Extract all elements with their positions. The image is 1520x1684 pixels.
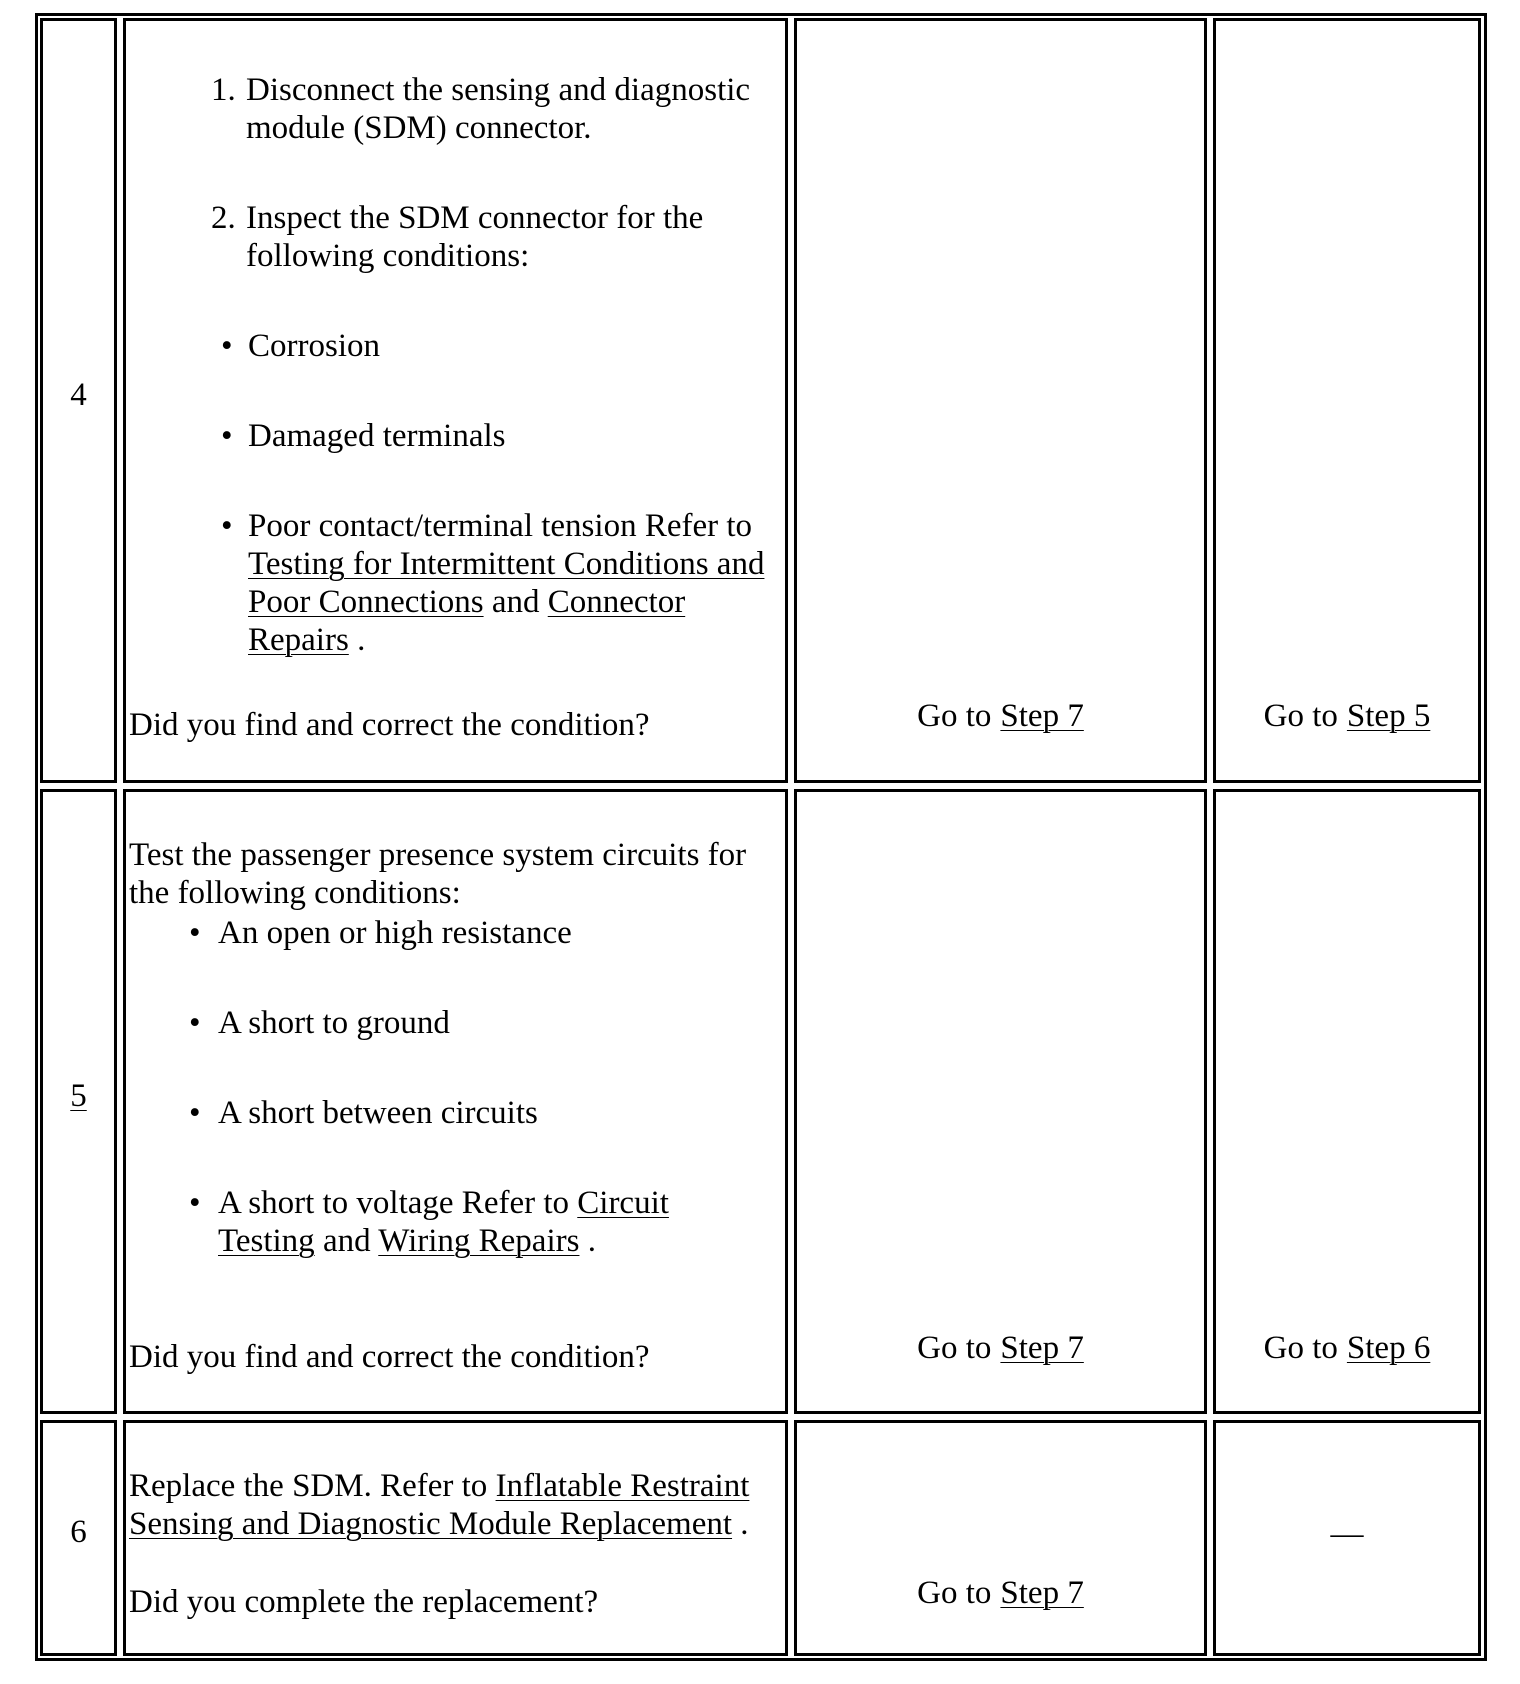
list-item: An open or high resistance [218, 915, 572, 951]
goto-text: Go to [1263, 1330, 1338, 1366]
step-7-link[interactable]: Step 7 [1000, 698, 1084, 734]
intermittent-conditions-link[interactable]: Testing for Intermittent Conditions and Poor Connections [248, 546, 765, 620]
step-6-link[interactable]: Step 6 [1346, 1330, 1431, 1366]
list-item: A short to ground [218, 1005, 450, 1041]
yes-action [797, 697, 1204, 735]
step-7-link[interactable]: Step 7 [1000, 1575, 1084, 1611]
question-text: Did you find and correct the condition? [129, 707, 650, 743]
goto-text: Go to [917, 1330, 992, 1366]
yes-cell [794, 789, 1207, 1414]
conjunction-text: and [491, 584, 540, 620]
list-item [218, 1184, 698, 1260]
no-action [1216, 697, 1478, 735]
period-text: . [587, 1223, 596, 1259]
sdm-replacement-link[interactable]: Inflatable Restraint Sensing and Diagnostic Module Replacement [129, 1468, 750, 1542]
list-item-text: Poor contact/terminal tension Refer to [248, 508, 753, 544]
wiring-repairs-link[interactable]: Wiring Repairs [378, 1223, 580, 1259]
goto-text: Go to [1263, 698, 1338, 734]
yes-action [797, 1329, 1204, 1367]
step-number-cell [40, 789, 117, 1414]
question-text: Did you find and correct the condition? [129, 1339, 650, 1375]
bullet-icon: • [189, 1095, 201, 1131]
goto-text: Go to [917, 1575, 992, 1611]
instruction-text [129, 1467, 769, 1543]
list-item: Corrosion [248, 328, 380, 364]
step-number: 4 [70, 376, 87, 413]
connector-repairs-link[interactable]: Connector Repairs [248, 584, 686, 658]
yes-cell [794, 18, 1207, 783]
step-number-cell [40, 18, 117, 783]
goto-text: Go to [917, 698, 992, 734]
instruction-lead: Replace the SDM. Refer to [129, 1468, 488, 1504]
list-marker: 1. [211, 72, 236, 108]
step-number-cell [40, 1420, 117, 1656]
period-text: . [357, 622, 366, 658]
conjunction-text: and [322, 1223, 371, 1259]
bullet-icon: • [189, 1005, 201, 1041]
ordered-step: Disconnect the sensing and diagnostic module (SDM) connector. [246, 72, 751, 146]
bullet-icon: • [221, 328, 233, 364]
ordered-step: Inspect the SDM connector for the following conditions: [246, 200, 704, 274]
yes-action [797, 1574, 1204, 1612]
bullet-icon: • [221, 418, 233, 454]
step-7-link[interactable]: Step 7 [1000, 1330, 1084, 1366]
no-cell [1213, 789, 1481, 1414]
circuit-testing-link[interactable]: Circuit Testing [218, 1185, 669, 1259]
bullet-icon: • [189, 1185, 201, 1221]
bullet-icon: • [221, 508, 233, 544]
list-item [248, 507, 768, 659]
action-cell [123, 1420, 788, 1656]
action-cell [123, 18, 788, 783]
list-item-text: A short to voltage Refer to [218, 1185, 570, 1221]
intro-text: Test the passenger presence system circuits for the following conditions: [129, 837, 747, 911]
no-action [1216, 1329, 1478, 1367]
question-text: Did you complete the replacement? [129, 1584, 599, 1620]
step-5-link[interactable]: Step 5 [1346, 698, 1431, 734]
step-number: 6 [70, 1514, 87, 1550]
period-text: . [740, 1506, 749, 1542]
no-cell [1213, 1420, 1481, 1656]
no-action-dash: — [1330, 1516, 1364, 1552]
yes-cell [794, 1420, 1207, 1656]
step-number-link[interactable]: 5 [70, 1077, 87, 1114]
list-marker: 2. [211, 200, 236, 236]
list-item: Damaged terminals [248, 418, 506, 454]
action-cell [123, 789, 788, 1414]
bullet-icon: • [189, 915, 201, 951]
list-item: A short between circuits [218, 1095, 538, 1131]
no-cell [1213, 18, 1481, 783]
